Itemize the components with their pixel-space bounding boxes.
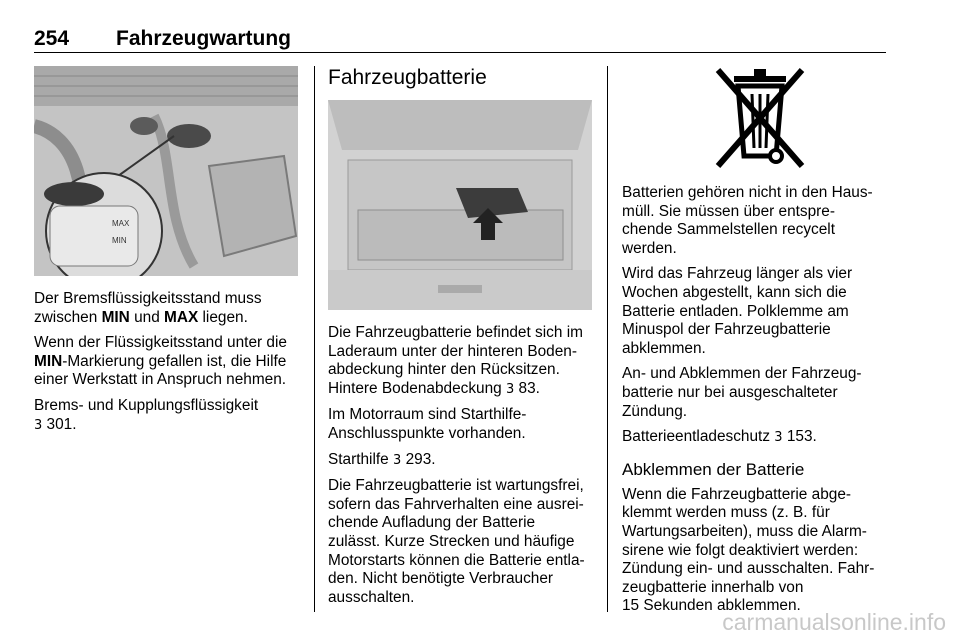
page-reference[interactable]: [328, 380, 594, 400]
text-line: batterie nur bei ausgeschalteter: [622, 383, 838, 401]
discharge-protection-reference[interactable]: [622, 428, 890, 448]
page-ref-number: 83.: [514, 379, 540, 397]
text-line: [34, 309, 302, 328]
column-3: [622, 66, 890, 623]
text-line: Im Motorraum sind Starthilfe-: [328, 406, 527, 424]
maintenance-free-paragraph: [328, 477, 594, 607]
text-line: chende Aufladung der Batterie: [328, 514, 536, 532]
jump-start-reference[interactable]: [328, 451, 594, 471]
text-line: Laderaum unter der hinteren Boden‐: [328, 342, 577, 360]
text-line: einer Werkstatt in Anspruch nehmen.: [34, 371, 287, 389]
text-line: abklemmen.: [622, 339, 706, 357]
text-line: klemmt werden muss (z. B. für: [622, 504, 830, 522]
subsection-title-disconnect: Abklemmen der Batterie: [622, 459, 805, 479]
text-run: Starthilfe: [328, 450, 394, 468]
brake-fluid-level-paragraph: [34, 290, 302, 327]
text-line: den. Nicht benötigte Verbraucher: [328, 570, 554, 588]
column-2: [328, 66, 594, 614]
text-line: sirene wie folgt deaktiviert werden:: [622, 541, 859, 559]
text-line: chende Sammelstellen recycelt: [622, 221, 836, 239]
page-ref-icon: 3: [505, 381, 515, 397]
section-title-battery: Fahrzeugbatterie: [328, 66, 487, 89]
brake-clutch-fluid-reference: [34, 397, 302, 435]
connect-ignition-paragraph: [622, 365, 890, 421]
text-run: und: [129, 308, 165, 326]
disposal-paragraph: [622, 184, 890, 258]
text-line: Wenn die Fahrzeugbatterie abge‐: [622, 485, 852, 503]
text-line: Der Bremsflüssigkeitsstand muss: [34, 290, 262, 307]
text-line: Brems- und Kupplungsflüssigkeit: [34, 396, 259, 414]
text-line: müll. Sie müssen über entspre‐: [622, 202, 835, 220]
text-line: werden.: [622, 239, 677, 257]
page-number: 254: [34, 27, 70, 50]
text-line: [34, 353, 302, 372]
text-line: Die Fahrzeugbatterie ist wartungsfrei,: [328, 477, 584, 495]
min-mark: MIN: [101, 308, 130, 326]
column-divider-2: [607, 66, 608, 612]
column-divider-1: [314, 66, 315, 612]
text-run: zwischen: [34, 308, 102, 326]
text-line: 15 Sekunden abklemmen.: [622, 597, 801, 615]
text-run: Hintere Bodenabdeckung: [328, 379, 506, 397]
text-line: Zündung ein- und ausschalten. Fahr‐: [622, 560, 875, 578]
text-line: Wenn der Flüssigkeitsstand unter die: [34, 334, 287, 352]
text-line: abdeckung hinter den Rücksitzen.: [328, 361, 560, 379]
brake-fluid-reservoir-figure: [34, 66, 298, 276]
page-ref-icon: 3: [393, 452, 402, 468]
fig-min-label: MIN: [112, 236, 127, 245]
text-line: An- und Abklemmen der Fahrzeug‐: [622, 365, 862, 383]
text-line: Wartungsarbeiten), muss die Alarm‐: [622, 522, 867, 540]
battery-location-paragraph: [328, 324, 594, 399]
text-line: Die Fahrzeugbatterie befindet sich im: [328, 324, 583, 341]
page-ref-number: 153.: [782, 428, 817, 446]
text-line: zeugbatterie innerhalb von: [622, 578, 804, 596]
chapter-title: Fahrzeugwartung: [116, 27, 292, 50]
battery-location-figure: [328, 100, 592, 310]
text-line: Wochen abgestellt, kann sich die: [622, 283, 847, 301]
disconnect-procedure-paragraph: [622, 486, 890, 616]
text-line: Anschlusspunkte vorhanden.: [328, 424, 526, 442]
max-mark: MAX: [164, 308, 199, 326]
cargo-area-illustration: [328, 100, 592, 310]
watermark: carmanualsonline.info: [722, 609, 946, 635]
text-line: zulässt. Kurze Strecken und häufige: [328, 532, 575, 550]
page-header: [34, 18, 886, 53]
page-ref-icon: 3: [34, 417, 43, 433]
text-line: Motorstarts können die Batterie entla‐: [328, 551, 585, 569]
column-1: [34, 66, 302, 442]
text-run: liegen.: [198, 308, 248, 326]
workshop-advice-paragraph: [34, 334, 302, 390]
fig-max-label: MAX: [112, 219, 130, 228]
text-line: Batterie entladen. Polklemme am: [622, 302, 849, 320]
text-line: sofern das Fahrverhalten eine ausrei‐: [328, 495, 584, 513]
text-line: Wird das Fahrzeug länger als vier: [622, 265, 853, 283]
text-line: Zündung.: [622, 402, 688, 420]
text-run: -Markierung gefallen ist, die Hilfe: [62, 352, 287, 370]
page-ref-icon: 3: [774, 430, 783, 446]
crossed-out-bin-icon: [700, 66, 820, 170]
page-reference[interactable]: [34, 416, 302, 436]
page-ref-number: 293.: [401, 450, 436, 468]
weee-disposal-icon: [700, 66, 820, 170]
jump-start-points-paragraph: [328, 406, 594, 443]
engine-bay-illustration: [34, 66, 298, 276]
page-ref-number: 301.: [42, 415, 77, 433]
text-line: Minuspol der Fahrzeugbatterie: [622, 321, 831, 339]
long-parking-paragraph: [622, 265, 890, 358]
text-run: Batterieentladeschutz: [622, 428, 775, 446]
min-mark: MIN: [34, 352, 63, 370]
text-line: ausschalten.: [328, 588, 415, 606]
text-line: Batterien gehören nicht in den Haus‐: [622, 184, 873, 201]
